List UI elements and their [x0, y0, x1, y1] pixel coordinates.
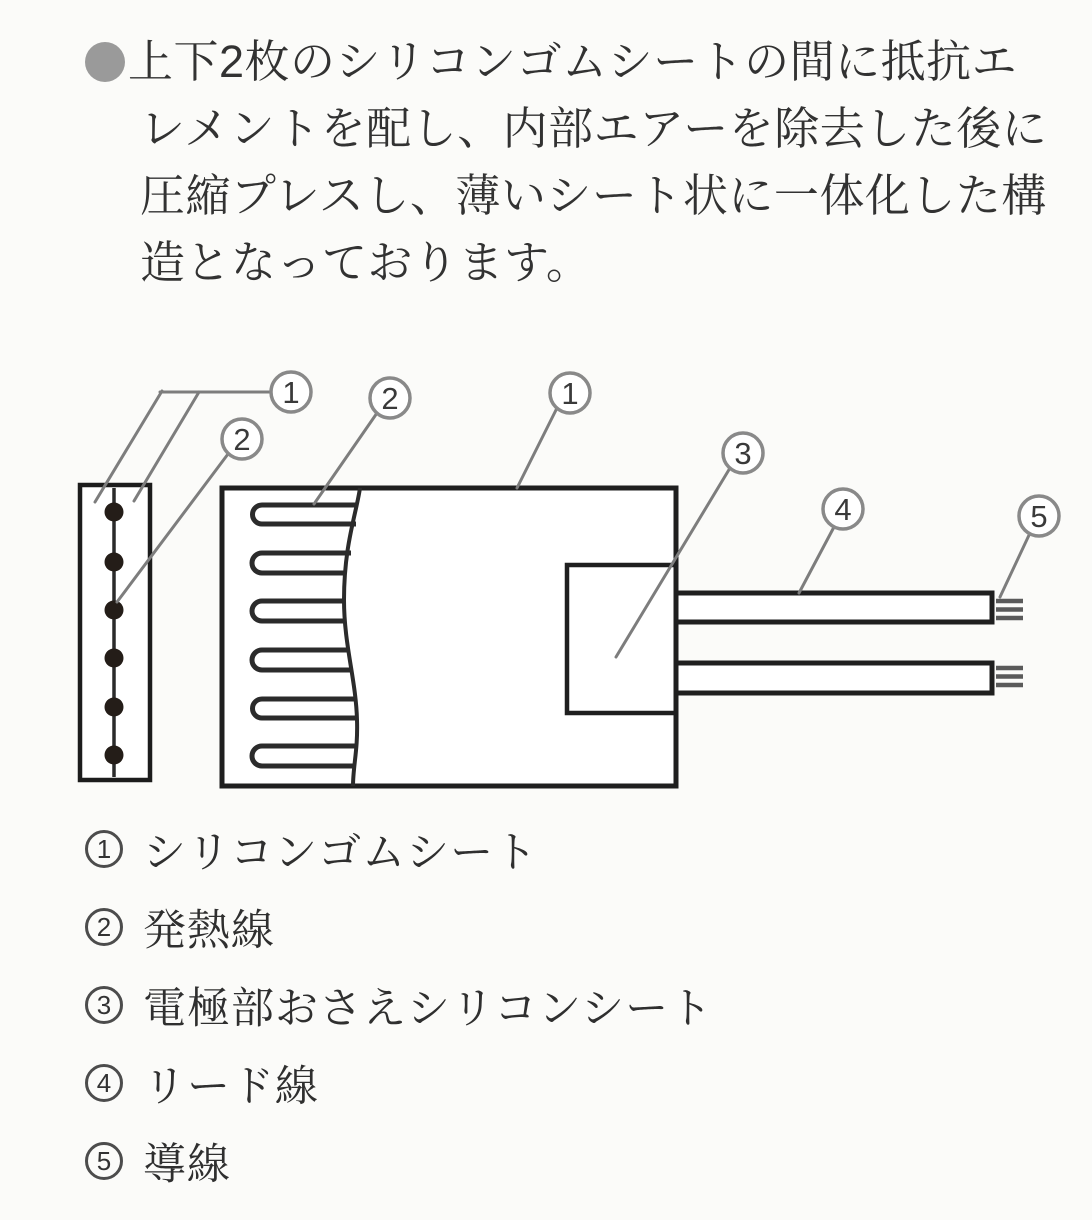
legend-label: リード線 — [143, 1062, 319, 1111]
lead-wire-lower — [676, 663, 992, 693]
legend-number-badge: 4 — [85, 1064, 123, 1102]
lead-wire-upper — [676, 593, 992, 622]
intro-paragraph — [85, 28, 1075, 296]
legend-item-1 — [85, 820, 713, 878]
callout-1-right — [550, 373, 590, 413]
legend-item-4 — [85, 1054, 713, 1112]
legend-label: 導線 — [143, 1140, 231, 1189]
callout-label: 1 — [282, 375, 300, 410]
legend-label: 電極部おさえシリコンシート — [143, 984, 714, 1033]
callout-2-left — [222, 419, 262, 459]
heater-structure-diagram — [0, 360, 1092, 810]
legend-item-3 — [85, 976, 713, 1034]
callout-label: 2 — [381, 381, 399, 416]
leader-line-4 — [799, 527, 834, 593]
intro-line-3: 圧縮プレスし、薄いシート状に一体化した構 — [140, 170, 1047, 221]
bullet-icon — [85, 42, 125, 82]
wire-dot — [105, 649, 124, 668]
callout-label: 5 — [1030, 499, 1048, 534]
legend-item-2 — [85, 898, 713, 956]
legend-number-badge: 5 — [85, 1142, 123, 1180]
legend-number-badge: 2 — [85, 908, 123, 946]
wire-dot — [105, 698, 124, 717]
conductor-strands-upper — [996, 601, 1023, 618]
intro-line-4: 造となっております。 — [140, 237, 592, 288]
legend-number-badge: 3 — [85, 986, 123, 1024]
callout-label: 3 — [734, 436, 752, 471]
wire-dot — [105, 503, 124, 522]
callout-1-left — [271, 372, 311, 412]
callout-5 — [1019, 496, 1059, 536]
callout-label: 2 — [233, 422, 251, 457]
leader-line-1b — [134, 392, 199, 501]
wire-dot — [105, 746, 124, 765]
legend-label: シリコンゴムシート — [143, 828, 539, 877]
wire-dot — [105, 553, 124, 572]
callout-4 — [823, 489, 863, 529]
callout-label: 1 — [561, 376, 579, 411]
callout-3 — [723, 433, 763, 473]
conductor-strands-lower — [996, 668, 1023, 685]
callout-label: 4 — [834, 492, 852, 527]
legend-number-badge: 1 — [85, 830, 123, 868]
legend-item-5 — [85, 1132, 713, 1190]
legend-label: 発熱線 — [143, 906, 275, 955]
intro-line-1 — [85, 28, 1075, 95]
wire-dot — [105, 601, 124, 620]
callout-2-mid — [370, 378, 410, 418]
diagram-canvas — [0, 360, 1092, 810]
intro-text: 上下2枚のシリコンゴムシートの間に抵抗エ — [128, 36, 1018, 87]
intro-line-2: レメントを配し、内部エアーを除去した後に — [140, 103, 1048, 154]
leader-line-1-right — [517, 408, 557, 488]
heater-body-outline — [222, 488, 676, 786]
leader-line-5 — [1000, 533, 1030, 597]
legend — [85, 820, 713, 1210]
